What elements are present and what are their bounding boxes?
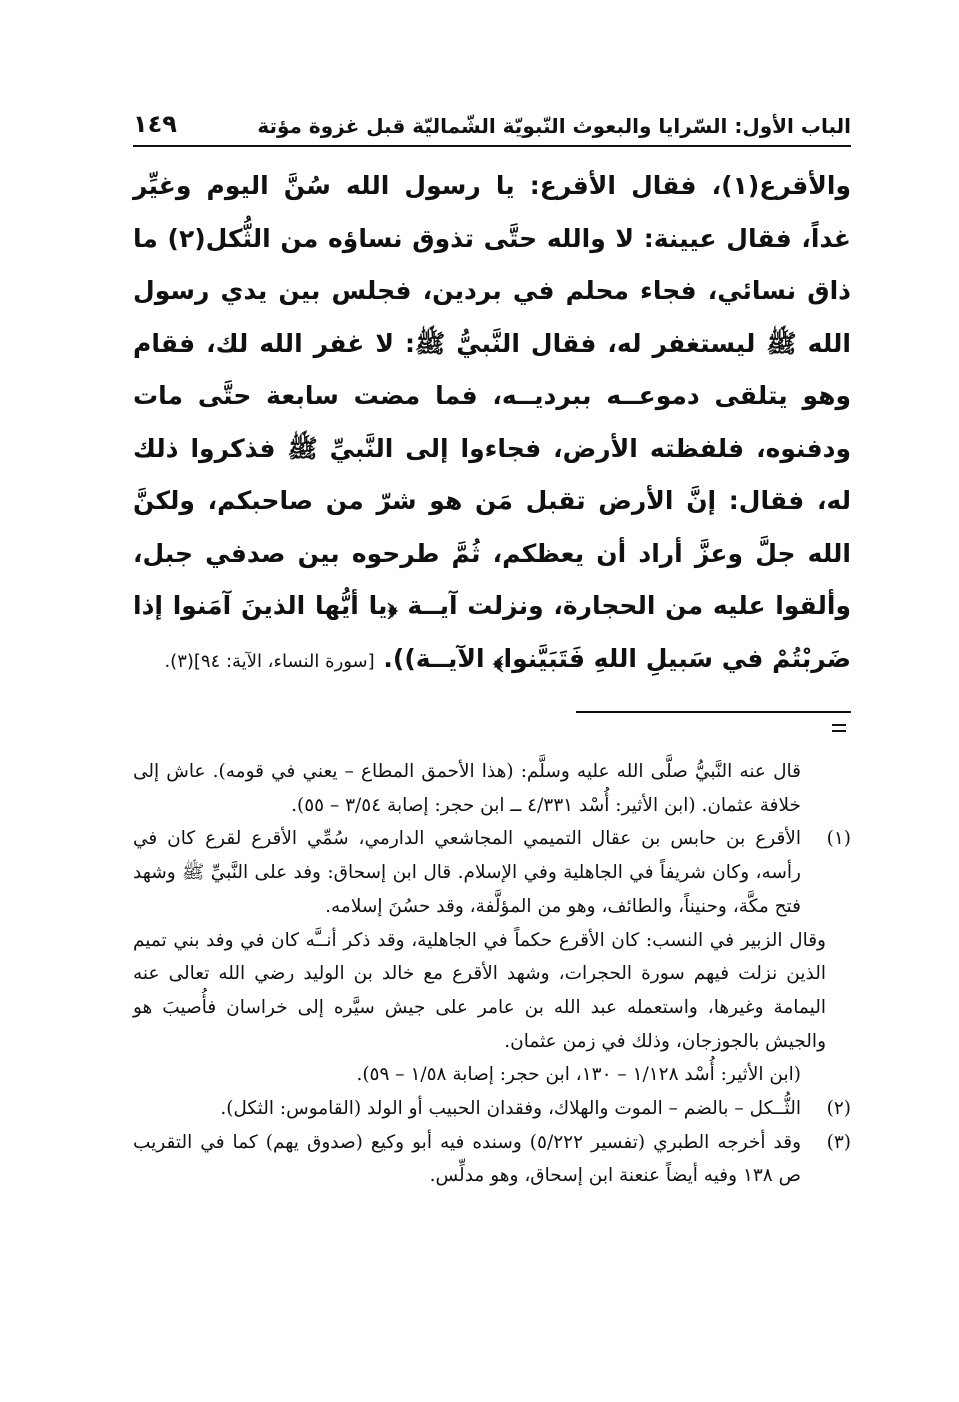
footnotes [133,755,851,1193]
footnote-1-reference: (ابن الأثير: أُسْد ١/١٢٨ – ١٣٠، ابن حجر: إصابة ١/٥٨ – ٥٩). [356,1064,801,1086]
footnote-3 [133,1126,851,1193]
main-paragraph [133,160,851,688]
chapter-title: الباب الأول: السّرايا والبعوث النّبويّة الشّماليّة قبل غزوة مؤتة [257,114,851,138]
footnote-2 [133,1092,851,1126]
footnote-3-number: (٣) [826,1131,851,1153]
main-paragraph-text: والأقرع(١)، فقال الأقرع: يا رسول الله سُنَّ اليوم وغيِّر غداً، فقال عيينة: لا والله حتَّى تذوق نساؤه من الثُّكل(٢) ما ذاق نسائي، فجاء محلم في بردين، فجلس بين يدي رسول الله ﷺ ليستغفر له، فقال النَّبيُّ ﷺ: لا غفر الله لك، فقام وهو يتلقى دموعــه ببرديــه، فما مضت سابعة حتَّى مات ودفنوه، فلفظته الأرض، فجاءوا إلى النَّبيِّ ﷺ فذكروا ذلك له، فقال: إنَّ الأرض تقبل مَن هو شرّ من صاحبكم، ولكنَّ الله جلَّ وعزَّ أراد أن يعظكم، ثُمَّ طرحوه بين صدفي جبل، وألقوا عليه من الحجارة، ونزلت آيــة ﴿يا أيُّها الذينَ آمَنوا إذا ضَربْتُمْ في سَبيلِ اللهِ فَتَبَيَّنوا﴾ الآيــة)). [133,171,851,673]
footnote-1-paragraph-2: وقال الزبير في النسب: كان الأقرع حكماً في الجاهلية، وقد ذكر أنــَّه كان في وفد بني تميم الذين نزلت فيهم سورة الحجرات، وشهد الأقرع مع خالد بن الوليد رضي الله تعالى عنه اليمامة وغيرها، واستعمله عبد الله بن عامر على جيش سيَّره إلى خراسان فأُصيبَ هو والجيش بالجوزجان، وذلك في زمن عثمان. [133,929,826,1052]
footnote-2-number: (٢) [826,1098,851,1120]
footnote-3-text: وقد أخرجه الطبري (تفسير ٥/٢٢٢) وسنده فيه أبو وكيع (صدوق يهم) كما في التقريب ص ١٣٨ وفيه أيضاً عنعنة ابن إسحاق، وهو مدلِّس. [133,1131,801,1187]
footnote-2-text: الثُّــكل – بالضم – الموت والهلاك، وفقدان الحبيب أو الولد (القاموس: الثكل). [220,1098,801,1120]
footnote-1-number: (١) [826,828,851,850]
continuation-mark [832,723,848,733]
footnote-continuation: قال عنه النَّبيُّ صلَّى الله عليه وسلَّم: (هذا الأحمق المطاع – يعني في قومه). عاش إلى خلافة عثمان. (ابن الأثير: أُسْد ٤/٣٣١ ــ ابن حجر: إصابة ٣/٥٤ – ٥٥). [133,761,801,816]
quran-reference: [سورة النساء، الآية: ٩٤](٣). [164,650,375,672]
footnote-1-text: الأقرع بن حابس بن عقال التميمي المجاشعي الدارمي، سُمِّي الأقرع لقرع كان في رأسه، وكان شريفاً في الجاهلية وفي الإسلام. قال ابن إسحاق: وفد على النَّبيِّ ﷺ وشهد فتح مكَّة، وحنيناً، والطائف، وهو من المؤلَّفة، وقد حسُنَ إسلامه. [133,828,801,917]
running-header [133,98,851,138]
footnote-1 [133,822,851,923]
page-number: ١٤٩ [133,110,177,138]
main-text [133,160,851,688]
footnote-separator [576,711,851,713]
header-rule [133,145,851,147]
